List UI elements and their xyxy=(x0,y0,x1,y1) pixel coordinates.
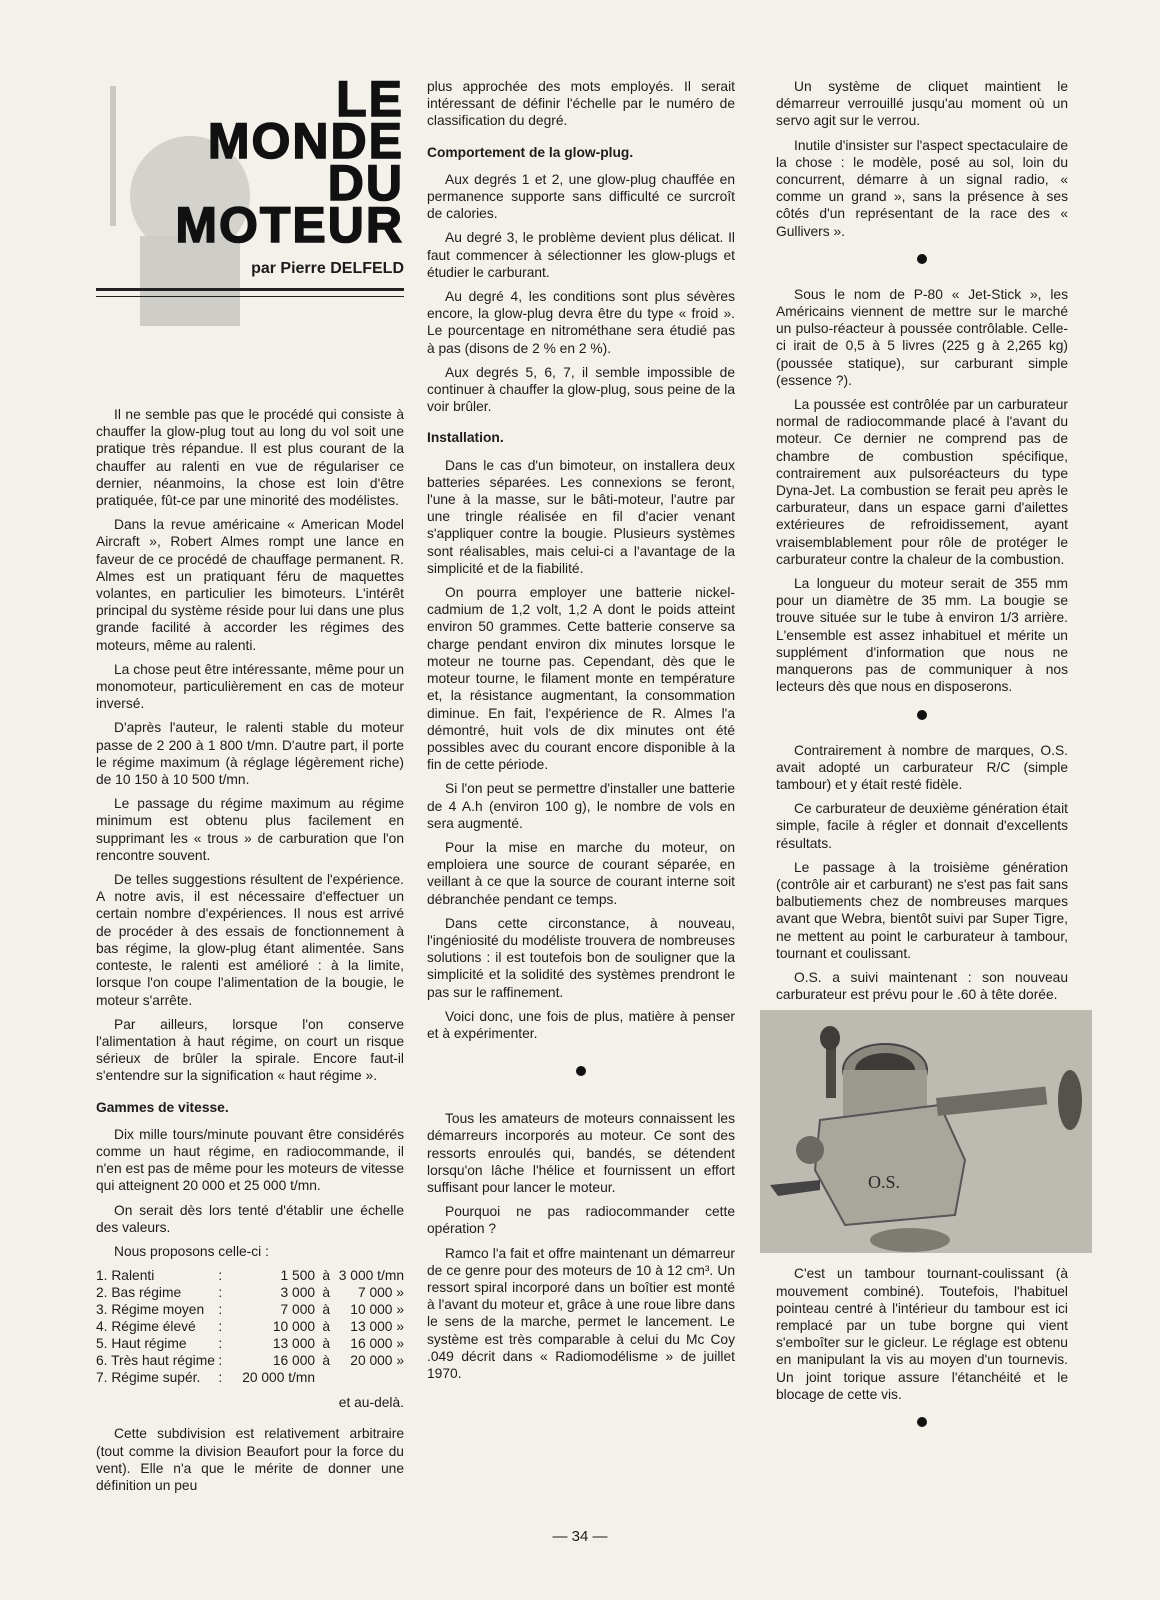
speed-name: 3. Régime moyen xyxy=(96,1302,205,1318)
speed-separator: : xyxy=(218,1302,223,1318)
paragraph: La longueur du moteur serait de 355 mm pour un diamètre de 35 mm. La bougie se trouve située sur le tube à environ 1/3 arrière. L'ensemble est assez inhabituel et mérite un supplément d'information que nous ne manquerons pas de communiquer à nos lecteurs dès que nous en disposerons. xyxy=(776,576,1068,695)
paragraph: De telles suggestions résultent de l'expérience. A notre avis, il est nécessaire d'effectuer un certain nombre d'expériences. Il nous est arrivé de procéder à des essais de fonctionnement à bas régime, la glow-plug étant alimentée. Sans conteste, le ralenti est amélioré : à la limite, lorsque l'on coupe l'alimentation de la bougie, le moteur s'arrête. xyxy=(96,872,404,1008)
speed-name: 2. Bas régime xyxy=(96,1285,182,1301)
speed-name: 4. Régime élevé xyxy=(96,1319,196,1335)
paragraph: Dans cette circonstance, à nouveau, l'ingéniosité du modéliste trouvera de nombreuses solutions : il est toutefois bon de souligner que la simplicité et la solidité des systèmes prendront le pas sur le raffinement. xyxy=(427,915,735,1000)
paragraph: Au degré 3, le problème devient plus délicat. Il faut commencer à sélectionner les glow-plugs et étudier le carburant. xyxy=(427,230,735,280)
title-rule-thin xyxy=(96,296,404,297)
section-bullet xyxy=(576,1066,586,1076)
speed-separator: : xyxy=(218,1353,223,1369)
carburetor-photo xyxy=(760,1010,1092,1253)
section-bullet xyxy=(917,710,927,720)
paragraph: Aux degrés 5, 6, 7, il semble impossible de continuer à chauffer la glow-plug, sous peine de la voir brûler. xyxy=(427,364,735,415)
speed-to xyxy=(315,1369,337,1386)
speed-row xyxy=(96,1284,404,1301)
paragraph: Le passage du régime maximum au régime minimum est obtenu plus facilement en supprimant les « trous » de carburation que l'on rencontre souvent. xyxy=(96,796,404,863)
speed-to: à xyxy=(322,1336,331,1352)
speed-scale-table xyxy=(96,1267,404,1386)
paragraph: Inutile d'insister sur l'aspect spectaculaire de la chose : le modèle, posé au sol, loin du concurrent, démarre à un signal radio, « comme un grand », sans la présence à ses côtés d'un représentant de la race des « Gullivers ». xyxy=(776,137,1068,239)
paragraph: Contrairement à nombre de marques, O.S. avait adopté un carburateur R/C (simple tambour) et y était resté fidèle. xyxy=(776,742,1068,792)
speed-row xyxy=(96,1352,404,1369)
speed-name: 1. Ralenti xyxy=(96,1268,155,1284)
paragraph: Aux degrés 1 et 2, une glow-plug chauffée en permanence supporte sans difficulté ce surcroît de calories. xyxy=(427,171,735,222)
speed-high xyxy=(337,1369,404,1386)
speed-low: 16 000 xyxy=(272,1353,316,1369)
paragraph: Au degré 4, les conditions sont plus sévères encore, la glow-plug devra être du type « froid ». Le pourcentage en nitrométhane sera étudié pas à pas (disons de 2 % en 2 %). xyxy=(427,289,735,356)
title-line-3: DU xyxy=(327,155,404,211)
paragraph: La chose peut être intéressante, même pour un monomoteur, particulièrement en cas de moteur inversé. xyxy=(96,661,404,712)
paragraph: La poussée est contrôlée par un carburateur normal de radiocommande placé à l'avant du moteur. Ce dernier ne comprend pas de chambre de combustion spécifique, contrairement aux pulsoréacteurs du type Dyna-Jet. La combustion se ferait peu après le carburateur, dans un espace garni d'ailettes extérieures de refroidissement, ayant vraisemblablement pour rôle de protéger le carburateur contre la chaleur de la combustion. xyxy=(776,397,1068,567)
speed-name: 7. Régime supér. xyxy=(96,1370,201,1386)
speed-low: 7 000 xyxy=(280,1302,316,1318)
speed-low: 1 500 xyxy=(280,1268,316,1284)
speed-scale-tail: et au-delà. xyxy=(338,1395,404,1411)
paragraph: Pour la mise en marche du moteur, on emploiera une source de courant séparée, en veillant à ce que la source de courant interne soit débranchée pendant ce temps. xyxy=(427,839,735,907)
section-bullet xyxy=(917,1417,927,1427)
column-2 xyxy=(427,78,735,1389)
paragraph: Nous proposons celle-ci : xyxy=(114,1243,269,1259)
speed-high: 13 000 » xyxy=(350,1319,404,1335)
speed-separator: : xyxy=(218,1268,223,1284)
paragraph: Il ne semble pas que le procédé qui consiste à chauffer la glow-plug tout au long du vol soit une pratique très répandue. Il est plus courant de la chauffer au ralenti en vue de régulariser ce dernier, néanmoins, la chose est loin d'être pratiquée, fût-ce par une minorité des modélistes. xyxy=(96,407,404,509)
speed-high: 10 000 » xyxy=(350,1302,404,1318)
speed-row xyxy=(96,1318,404,1335)
paragraph: On serait dès lors tenté d'établir une échelle des valeurs. xyxy=(96,1202,404,1235)
speed-to: à xyxy=(322,1353,331,1369)
speed-separator: : xyxy=(218,1319,223,1335)
speed-high: 7 000 » xyxy=(357,1285,404,1301)
speed-low: 13 000 xyxy=(272,1336,316,1352)
paragraph: Un système de cliquet maintient le démarreur verrouillé jusqu'au moment où un servo agit sur le verrou. xyxy=(776,79,1068,129)
page-number: — 34 — xyxy=(552,1528,608,1545)
column-3 xyxy=(776,78,1068,1449)
speed-separator: : xyxy=(218,1336,223,1352)
paragraph: Si l'on peut se permettre d'installer une batterie de 4 A.h (environ 100 g), le nombre de vols en sera augmenté. xyxy=(427,781,735,831)
speed-high: 16 000 » xyxy=(350,1336,404,1352)
paragraph: Le passage à la troisième génération (contrôle air et carburant) ne s'est pas fait sans balbutiements chez de nombreuses marques avant que Webra, bientôt suivi par Super Tigre, ne mettent au point le carburateur à tambour, tournant et coulissant. xyxy=(776,859,1068,961)
speed-row xyxy=(96,1335,404,1352)
section-bullet xyxy=(917,254,927,264)
paragraph: C'est un tambour tournant-coulissant (à mouvement combiné). Toutefois, l'habituel pointeau centré à l'intérieur du tambour est ici remplacé par un tube borgne qui vient s'emboîter sur le gicleur. Le réglage est obtenu en manipulant la vis au moyen d'un tournevis. Un joint torique assure l'étanchéité et le blocage de cette vis. xyxy=(776,1266,1068,1402)
speed-separator: : xyxy=(218,1285,223,1301)
title-line-1: LE xyxy=(336,71,404,127)
speed-low: 3 000 xyxy=(280,1285,316,1301)
photo-label: O.S. xyxy=(868,1172,901,1193)
title-line-4: MOTEUR xyxy=(175,197,404,253)
title-block xyxy=(96,71,404,310)
speed-low: 20 000 t/mn xyxy=(242,1370,316,1386)
paragraph: plus approchée des mots employés. Il serait intéressant de définir l'échelle par le numéro de classification du degré. xyxy=(427,79,735,129)
column-1 xyxy=(96,71,404,1501)
paragraph: Ramco l'a fait et offre maintenant un démarreur de ce genre pour des moteurs de 10 à 12 cm³. Un ressort spiral incorporé dans un boîtier est monté à l'avant du moteur et, grâce à une roue libre dans le sens de la marche, permet le lancement. Le système est très comparable à celui du Mc Coy .049 décrit dans « Radiomodélisme » de juillet 1970. xyxy=(427,1245,735,1381)
paragraph: O.S. a suivi maintenant : son nouveau carburateur est prévu pour le .60 à tête dorée. xyxy=(776,969,1068,1003)
title-rule-thick xyxy=(96,288,404,291)
speed-to: à xyxy=(322,1285,331,1301)
speed-high: 20 000 » xyxy=(350,1353,404,1369)
speed-to: à xyxy=(322,1319,331,1335)
paragraph: Dans le cas d'un bimoteur, on installera deux batteries séparées. Les connexions se feront, l'une à la masse, sur le bâti-moteur, l'autre par une tringle réalisée en fil d'acier venant s'appliquer contre la bougie. Plusieurs systèmes sont réalisables, mais celui-ci a l'avantage de la simplicité et de la fiabilité. xyxy=(427,457,735,576)
paragraph: D'après l'auteur, le ralenti stable du moteur passe de 2 200 à 1 800 t/mn. D'autre part, il porte le régime maximum (à réglage légèrement riche) de 10 150 à 10 500 t/mn. xyxy=(96,720,404,788)
speed-row xyxy=(96,1369,404,1386)
byline: par Pierre DELFELD xyxy=(251,260,404,277)
paragraph: Voici donc, une fois de plus, matière à penser et à expérimenter. xyxy=(427,1008,735,1041)
speed-low: 10 000 xyxy=(272,1319,316,1335)
paragraph: Sous le nom de P-80 « Jet-Stick », les Américains viennent de mettre sur le marché un pulso-réacteur à poussée contrôlable. Celle-ci irait de 0,5 à 5 livres (225 g à 2,265 kg) (poussée statique), sur carburant simple (essence ?). xyxy=(776,286,1068,388)
speed-name: 5. Haut régime xyxy=(96,1336,187,1352)
section-heading: Comportement de la glow-plug. xyxy=(427,144,634,160)
section-heading: Installation. xyxy=(427,430,504,446)
paragraph: Dans la revue américaine « American Model Aircraft », Robert Almes rompt une lance en faveur de ce procédé de chauffage permanent. R. Almes est un pratiquant féru de maquettes volantes, en particulier les bimoteurs. L'intérêt principal du système réside pour lui dans une plus grande facilité à accorder les régimes des moteurs, même au ralenti. xyxy=(96,517,404,653)
paragraph: Ce carburateur de deuxième génération était simple, facile à régler et donnait d'excellents résultats. xyxy=(776,801,1068,851)
paragraph: Tous les amateurs de moteurs connaissent les démarreurs incorporés au moteur. Ce sont des ressorts enroulés qui, bandés, se détendent lorsqu'on lâche l'hélice et fournissent un effort suffisant pour lancer le moteur. xyxy=(427,1111,735,1195)
speed-to: à xyxy=(322,1268,331,1284)
speed-separator: : xyxy=(218,1370,223,1386)
paragraph: Par ailleurs, lorsque l'on conserve l'alimentation à haut régime, on court un risque sérieux de brûler la spirale. Encore faut-il s'entendre sur la signification « haut régime ». xyxy=(96,1016,404,1084)
speed-row xyxy=(96,1267,404,1284)
section-heading: Gammes de vitesse. xyxy=(96,1099,229,1115)
speed-name: 6. Très haut régime xyxy=(96,1353,215,1369)
speed-to: à xyxy=(322,1302,331,1318)
paragraph: Cette subdivision est relativement arbitraire (tout comme la division Beaufort pour la force du vent). Elle n'a que le mérite de donner une définition un peu xyxy=(96,1426,404,1493)
speed-row xyxy=(96,1301,404,1318)
carburetor-image xyxy=(760,1010,1092,1253)
paragraph: On pourra employer une batterie nickel-cadmium de 1,2 volt, 1,2 A dont le poids atteint environ 50 grammes. Cette batterie conserve sa charge pendant environ dix minutes lorsque le moteur ne tourne pas. Cependant, dès que le moteur tourne, le filament monte en température et, la résistance augmentant, la consommation diminue. En fait, l'expérience de R. Almes l'a démontré, huit vols de dix minutes ont été possibles avec du courant encore disponible à la fin de cette période. xyxy=(427,585,735,773)
paragraph: Pourquoi ne pas radiocommander cette opération ? xyxy=(427,1204,735,1237)
title-line-2: MONDE xyxy=(207,113,404,169)
paragraph: Dix mille tours/minute pouvant être considérés comme un haut régime, en radiocommande, il n'en est pas de même pour les moteurs de vitesse qui atteignent 20 000 et 25 000 t/mn. xyxy=(96,1126,404,1194)
speed-high: 3 000 t/mn xyxy=(338,1268,404,1284)
